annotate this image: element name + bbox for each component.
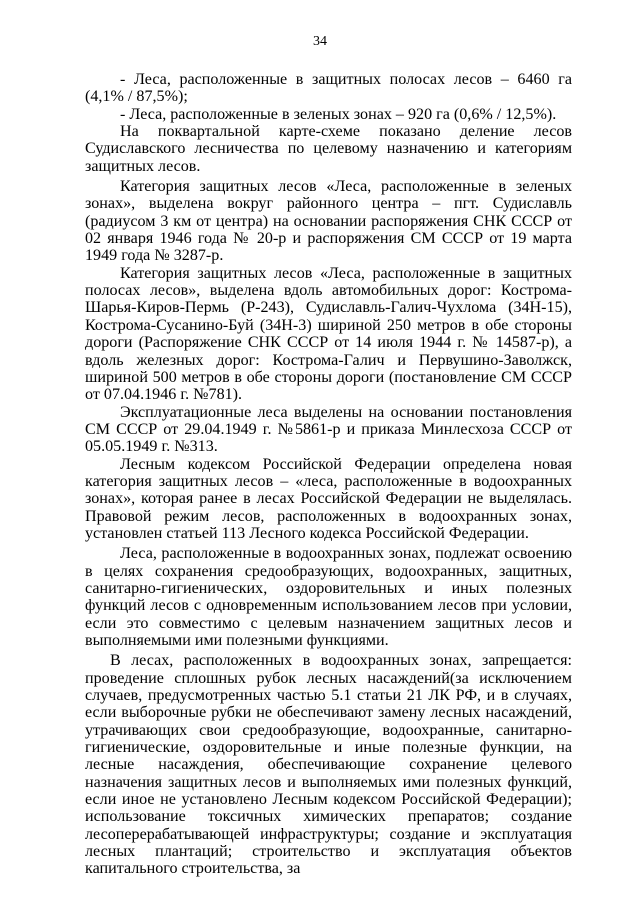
page-number: 34 [313, 34, 327, 49]
paragraph-forest-code: Лесным кодексом Российской Федерации определена новая категория защитных лесов – «леса, расположенные в водоохранных зонах», которая ранее в лесах Российской Федерации не выделялась. Правовой режим лесов, расположенных в водоохранных зонах, установлен статьей 113 Лесного кодекса Российской Федерации. [85, 455, 572, 542]
paragraph-green-zones: - Леса, расположенные в зеленых зонах – 920 га (0,6% / 12,5%). [120, 105, 557, 123]
paragraph-water-protection-use: Леса, расположенные в водоохранных зонах, подлежат освоению в целях сохранения средообразующих, водоохранных, защитных, санитарно-гигиенических, оздоровительных и иных полезных функций лесов с одновременным использованием лесов при условии, если это совместимо с целевым назначением защитных лесов и выполняемыми ими полезными функциями. [85, 545, 572, 649]
paragraph-strip-category: Категория защитных лесов «Леса, расположенные в защитных полосах лесов», выделена вдоль автомобильных дорог: Кострома-Шарья-Киров-Пермь (Р-243), Судиславль-Галич-Чухлома (34Н-15), Кострома-Сусанино-Буй (34Н-3) шириной 250 метров в обе стороны дороги (Распоряжение СНК СССР от 14 июля 1944 г. № 14587-р), а вдоль железных дорог: Кострома-Галич и Первушино-Заволжск, шириной 500 метров в обе стороны дороги (постановление СМ СССР от 07.04.1946 г. №781). [85, 264, 572, 404]
paragraph-exploitation-forests: Эксплуатационные леса выделены на основании постановления СМ СССР от 29.04.1949 г. №5861-р и приказа Минлесхоза СССР от 05.05.1949 г. №313. [85, 403, 572, 456]
paragraph-water-protection-prohibitions: В лесах, расположенных в водоохранных зонах, запрещается: проведение сплошных рубок лесных насаждений(за исключением случаев, предусмотренных частью 5.1 статьи 21 ЛК РФ, и в случаях, если выборочные рубки не обеспечивают замену лесных насаждений, утрачивающих свои средообразующие, водоохранные, санитарно-гигиенические, оздоровительные и иные полезные функции, на лесные насаждения, обеспечивающие сохранение целевого назначения защитных лесов и выполняемых ими полезных функций, если иное не установлено Лесным кодексом Российской Федерации); использование токсичных химических препаратов; создание лесоперерабатывающей инфраструктуры; создание и эксплуатация лесных плантаций; строительство и эксплуатация объектов капитального строительства, за [85, 652, 572, 878]
paragraph-green-zone-category: Категория защитных лесов «Леса, расположенные в зеленых зонах», выделена вокруг районного центра – пгт. Судиславль (радиусом 3 км от центра) на основании распоряжения СНК СССР от 02 января 1946 года № 20-р и распоряжения СМ СССР от 19 марта 1949 года № 3287-р. [85, 178, 572, 265]
paragraph-map-scheme: На поквартальной карте-схеме показано деление лесов Судиславского лесничества по целевому назначению и категориям защитных лесов. [85, 123, 572, 175]
paragraph-protective-strips: - Леса, расположенные в защитных полосах лесов – 6460 га (4,1% / 87,5%); [85, 71, 572, 106]
body-text [85, 71, 572, 878]
